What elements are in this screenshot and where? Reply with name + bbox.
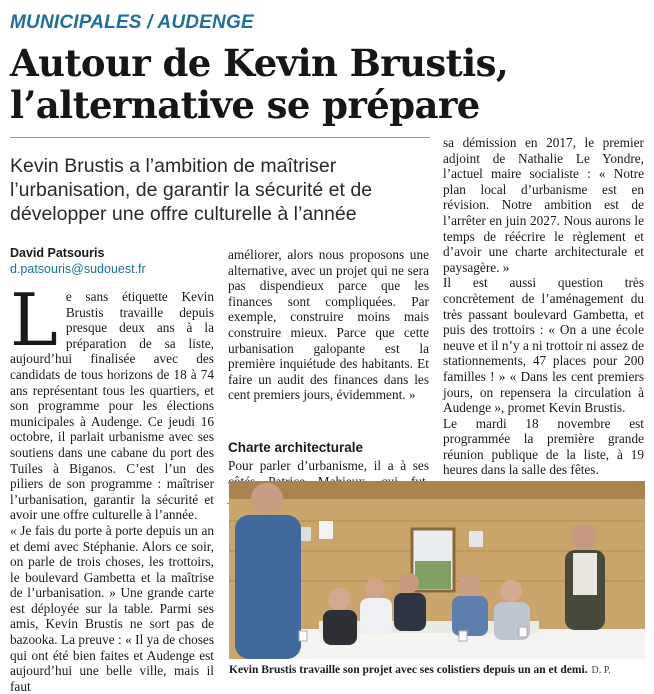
article-photo [229,481,645,659]
byline [10,245,146,277]
headline-line-2: l’alternative se prépare [10,83,480,127]
article-column-3 [443,135,644,478]
paragraph-continuation: améliorer, alors nous proposons une alternative, avec un projet qui ne sera pas dispendieux parce que les finances sont compliquées. Par exemple, construire moins mais construire mieux. Parce que cette urbanisation galopante est la première inquiétude des habitants. Et faire un audit des finances dans les cent premiers jours, évidemment. » [228,247,429,403]
byline-author: David Patsouris [10,246,105,260]
paragraph-gambetta: Il est aussi question très concrètement de l’aménagement du très passant boulevard Gambetta, et puis des trottoirs : « On a une école neuve et il n’y a ni trottoir ni assez de stationnements, 47 places pour 200 familles ! » « Dans les cent premiers jours, on repensera la circulation à Audenge », promet Kevin Brustis. [443,275,644,416]
article-deck: Kevin Brustis a l’ambition de maîtriser l’urbanisation, de garantir la sécurité et de développer une offre culturelle à l’année [10,155,373,225]
dropcap: L [10,278,58,362]
byline-email-link[interactable]: d.patsouris@sudouest.fr [10,262,146,276]
photo-credit: D. P. [591,665,611,676]
divider-left [10,137,430,138]
paragraph-plu: sa démission en 2017, le premier adjoint de Nathalie Le Yondre, l’actuel maire socialiste : « Notre plan local d’urbanisme est en révision. Notre ambition est de l’arrêter en juin 2027. Nous aurons le temps de réécrire le règlement et d’avoir une charte architecturale et paysagère. » [443,135,644,275]
paragraph-quote: « Je fais du porte à porte depuis un an et demi avec Stéphanie. Alors ce soir, on parle de trois choses, les trottoirs, le boulevard Gambetta et la maîtrise de l’urbanisation. » Une grande carte est déployée sur la table. Parmi ses amis, Kevin Brustis ne sort pas de bazooka. La preuve : « Il ya de choses qui ont été bien faites et Audenge est aujourd’hui une belle ville, mais il faut [10,522,214,694]
headline-line-1: Autour de Kevin Brustis, [10,41,509,85]
article-column-2 [228,247,429,403]
subhead-charte: Charte architecturale [228,440,364,455]
paragraph-intro [10,278,214,523]
article-column-1 [10,278,214,694]
meeting-photo-illustration [229,481,645,659]
photo-caption [229,664,645,676]
photo-caption-text: Kevin Brustis travaille son projet avec ses colistiers depuis un an et demi. [229,664,588,676]
headline [10,42,650,126]
paragraph-urbanisme: Pour parler d’urbanisme, il a à ses [228,458,429,473]
paragraph-intro-text: e sans étiquette Kevin Brustis travaille depuis presque deux ans à la préparation de sa liste, aujourd’hui finalisée avec des candidats de tous horizons de 18 à 74 ans représentant tous les quartiers, et son programme pour les élections municipales à Audenge. Ce jeudi 16 octobre, il parlait urbanisme avec ses soutiens dans une cabane du port des Tuiles à Biganos. C’est l’un des piliers de son programme : maîtriser l’urbanisation, garantir la sécurité et avoir une offre culturelle à l’année. [10,289,214,523]
paragraph-reunion: Le mardi 18 novembre est programmée la première grande réunion publique de la liste, à 19 heures dans la salle des fêtes. [443,415,644,478]
section-rubric: MUNICIPALES / AUDENGE [10,12,254,33]
